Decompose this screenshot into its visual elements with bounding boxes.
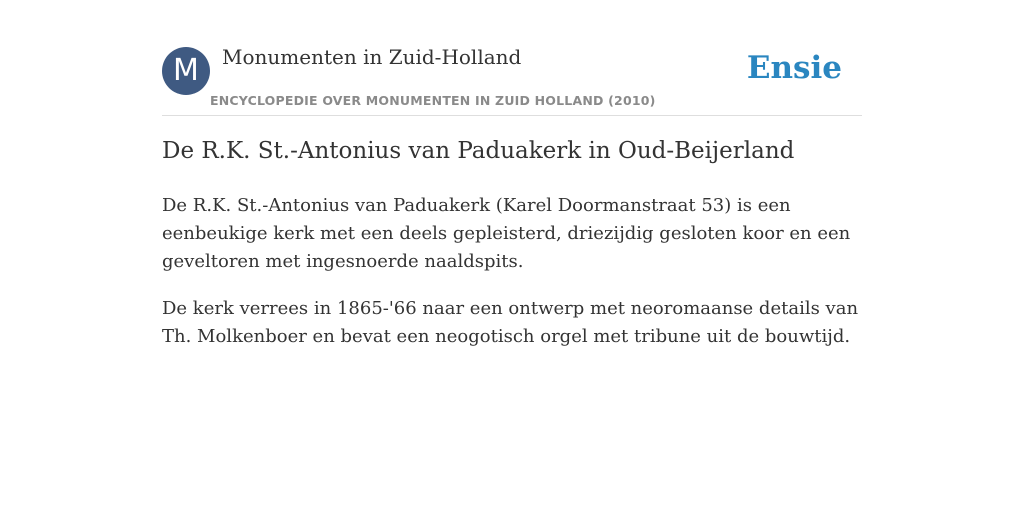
avatar[interactable]: M (162, 47, 210, 95)
site-title[interactable]: Monumenten in Zuid-Holland (222, 45, 522, 69)
article-paragraph: De R.K. St.-Antonius van Paduakerk (Karel Doormanstraat 53) is een eenbeukige kerk met een deels gepleisterd, driezijdig gesloten koor en een geveltoren met ingesnoerde naaldspits. (162, 195, 851, 272)
ensie-logo[interactable]: Ensie (746, 50, 842, 86)
article-title: De R.K. St.-Antonius van Paduakerk in Oud-Beijerland (162, 138, 795, 164)
article-body (162, 192, 862, 370)
article-paragraph: De kerk verrees in 1865-'66 naar een ontwerp met neoromaanse details van Th. Molkenboer en bevat een neogotisch orgel met tribune uit de bouwtijd. (162, 298, 859, 347)
site-header (162, 0, 862, 116)
site-subtitle: ENCYCLOPEDIE OVER MONUMENTEN IN ZUID HOLLAND (2010) (210, 93, 656, 108)
content-container (162, 0, 862, 347)
